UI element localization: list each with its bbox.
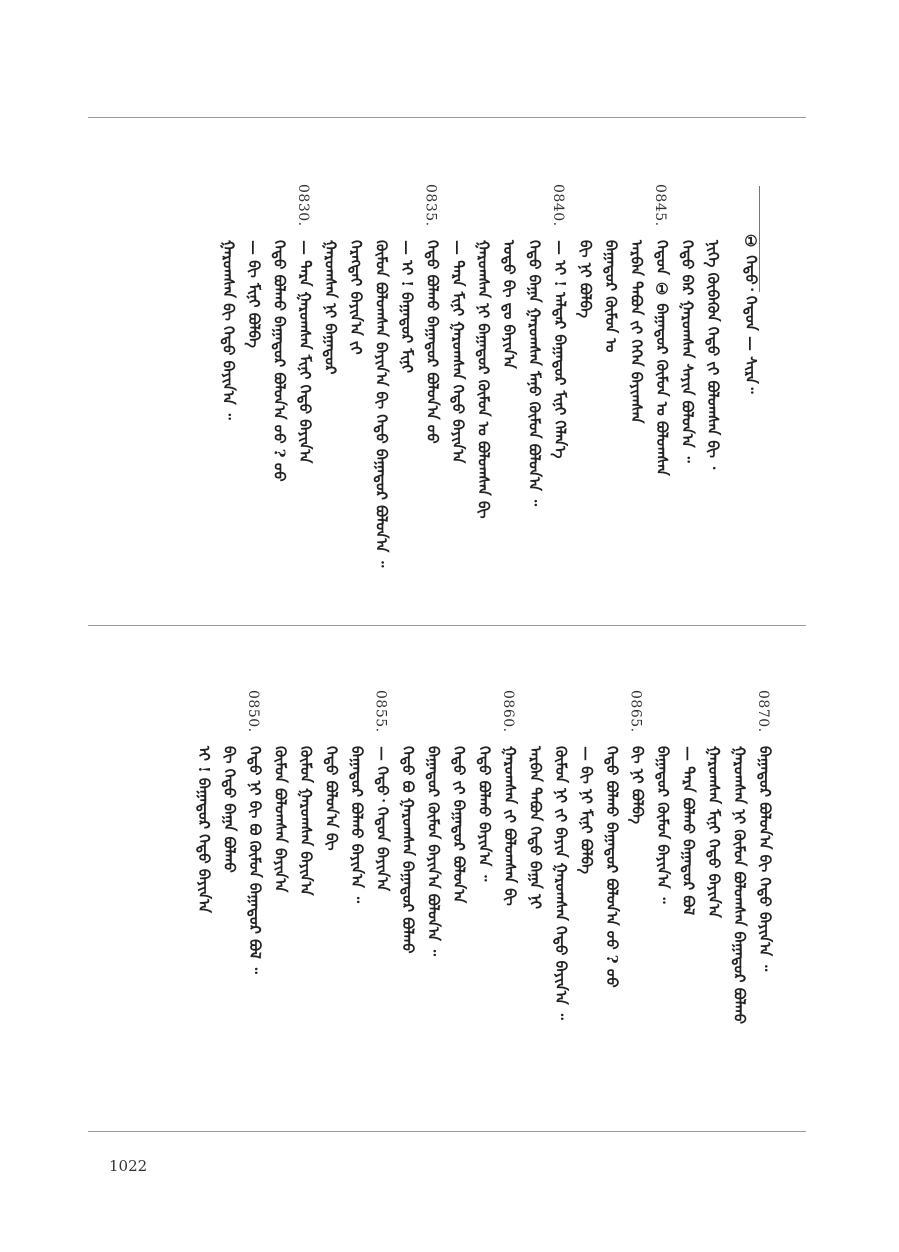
- line-number: 0865.: [627, 690, 644, 733]
- text-column: ᠭᠠᠷᠤᠭᠰᠠᠨ ᠮᠢᠨᠢ ᠬᠡᠳᠦ ᠪᠠᠶᠢᠨ᠎ᠠ: [705, 746, 723, 918]
- line-number: 0845.: [652, 184, 668, 227]
- text-column: ᠬᠡᠳᠦᠨ ① ᠪᠠᠭᠠᠲᠤᠷ ᠬᠦᠮᠦᠨ ᠤ ᠪᠣᠯᠤᠭᠰᠠᠨ: [653, 240, 671, 476]
- text-column: ᠭᠠᠷᠤᠭᠰᠠᠨ ᠨᠢ ᠪᠠᠭᠠᠲᠤᠷ: [321, 240, 340, 375]
- text-column: ᠪᠢ ᠨᠢ ᠪᠣᠯᠪᠠ: [628, 746, 647, 824]
- text-column: ᠪᠠᠭᠠᠲᠤᠷ ᠬᠦᠮᠦᠨ ᠪᠠᠶᠢᠨ᠎ᠠ ᠪᠣᠯᠤᠨ᠎ᠠ ᠃: [424, 746, 443, 957]
- text-column: ᠬᠦᠮᠦᠨ ᠪᠣᠯᠤᠭᠰᠠᠨ ᠪᠠᠶᠢᠨ᠎ᠠ ᠪᠢ ᠬᠡᠳᠦ ᠪᠠᠭᠠᠲᠤᠷ ᠪᠣᠯᠤᠨ᠎ᠠ ᠃: [372, 240, 391, 568]
- text-column: ᠬᠡᠳᠦ ᠪᠣᠯᠤᠨ᠎ᠠ ᠪᠢ: [322, 746, 341, 851]
- text-column: ᠬᠡᠳᠦ ᠪᠡᠷ ᠭᠠᠷᠤᠭᠰᠠᠨ ᠰᠠᠶᠢᠨ ᠪᠣᠯᠤᠨ᠎ᠠ ᠃: [678, 240, 697, 463]
- top-rule: [88, 117, 806, 118]
- text-column: ᠡᠢ ! ᠪᠠᠭᠠᠲᠤᠷ ᠬᠡᠳᠦ ᠪᠠᠶᠢᠨ᠎ᠠ: [195, 746, 213, 913]
- text-column: — ᠬᠡᠳᠦ᠂ ᠬᠡᠳᠦᠨ ᠪᠠᠶᠢᠨ᠎ᠠ: [373, 746, 392, 892]
- text-column: — ᠪᠢ ᠮᠢᠨᠢ ᠪᠣᠯᠪᠠ: [245, 240, 263, 348]
- text-column: ᠬᠡᠷᠡᠭᠲᠡᠢ ᠪᠠᠶᠢᠨ᠎ᠠ ᠵᠢ: [347, 240, 365, 355]
- text-column: ᠠᠷᠪᠠᠨ ᠲᠠᠪᠤᠨ ᠬᠡᠳᠦ ᠪᠠᠭᠠ ᠨᠢ: [526, 746, 545, 909]
- text-column: — ᠡᠢ ! ᠪᠠᠭᠠᠲᠤᠷ ᠮᠢᠨᠢ: [398, 240, 416, 373]
- text-column: ᠬᠦᠮᠦᠨ ᠪᠣᠯᠤᠭᠰᠠᠨ ᠪᠠᠶᠢᠨ᠎ᠠ: [271, 746, 290, 893]
- text-column: ᠭᠠᠷᠤᠭᠰᠠᠨ ᠵᠢ ᠪᠣᠯᠤᠭᠰᠠᠨ ᠪᠢ: [501, 746, 519, 906]
- line-number: 0830.: [295, 184, 311, 227]
- text-column: ᠪᠢ ᠨᠢ ᠪᠣᠯᠪᠠ: [576, 240, 595, 318]
- text-column: ᠨᠢᠭᠡ ᠬᠥᠪᠡᠭᠦᠨ ᠬᠡᠳᠦ ᠵᠢ ᠪᠤᠯᠤᠭᠰᠠᠨ ᠪᠢ ᠂: [704, 240, 722, 470]
- text-column: — ᠲᠡᠷᠡ ᠪᠣᠯᠬᠤ ᠪᠠᠭᠠᠲᠤᠷ ᠪᠣᠯ: [679, 746, 698, 916]
- page-number: 1022: [109, 1157, 148, 1175]
- text-column: ᠣᠳᠣ ᠪᠢ ᠳᠤ ᠪᠠᠶᠢᠨ᠎ᠠ: [500, 240, 518, 369]
- text-column: ᠬᠡᠳᠦ ᠪᠣᠯᠬᠤ ᠪᠠᠭᠠᠲᠤᠷ ᠪᠣᠯᠤᠨ᠎ᠠ ᠤᠤ ? ᠤᠤ: [603, 746, 621, 988]
- text-column: ᠪᠠᠭᠠᠲᠤᠷ ᠬᠦᠮᠦᠨ ᠤ: [602, 240, 620, 353]
- line-number: 0840.: [550, 184, 566, 227]
- text-column: ᠠᠷᠪᠠᠨ ᠲᠠᠪᠤᠨ ᠵᠢ ᠭᠡᠭᠡᠨ ᠪᠠᠶᠢᠭᠰᠠᠨ: [627, 240, 646, 424]
- text-column: ᠭᠠᠷᠤᠭᠰᠠᠨ ᠪᠢ ᠬᠡᠳᠦ ᠪᠠᠶᠢᠨ᠎ᠠ ᠃: [219, 240, 238, 420]
- text-column: — ᠲᠡᠷᠡ ᠮᠢᠨᠢ ᠭᠠᠷᠤᠭᠰᠠᠨ ᠬᠡᠳᠦ ᠪᠠᠶᠢᠨ᠎ᠠ: [449, 240, 467, 464]
- line-number: 0855.: [372, 690, 389, 733]
- text-column: ᠬᠦᠮᠦᠨ ᠨᠢ ᠵᠢ ᠪᠠᠶᠢᠨ ᠭᠠᠷᠤᠭᠰᠠᠨ ᠬᠡᠳᠦ ᠪᠠᠶᠢᠨ᠎ᠠ ᠃: [552, 746, 570, 1020]
- text-column: ᠪᠢ ᠬᠡᠳᠦ ᠪᠠᠭᠠ ᠪᠣᠯᠬᠤ: [220, 746, 239, 873]
- text-column: — ᠡᠢ ! ᠠᠯᠳᠠᠷ ᠪᠠᠭᠠᠲᠤᠷ ᠮᠢᠨᠢ ᠬᠡᠯᠡᠨ᠎ᠡ: [551, 240, 569, 459]
- text-column: ᠬᠡᠳᠦ ᠪᠤ ᠭᠠᠷᠤᠭᠰᠠᠨ ᠪᠠᠭᠠᠲᠤᠷ ᠪᠣᠯᠬᠤ: [399, 746, 417, 954]
- text-column: ᠬᠡᠳᠦ ᠪᠠᠭᠠ ᠭᠠᠷᠤᠭᠰᠠᠨ ᠮᠠᠨᠤ ᠬᠦᠮᠦᠨ ᠪᠣᠯᠤᠨ᠎ᠠ ᠃: [525, 240, 544, 507]
- text-column: — ᠪᠢ ᠨᠢ ᠮᠢᠨᠢ ᠪᠣᠯᠪᠠ: [577, 746, 596, 874]
- line-number: 0850.: [245, 690, 261, 733]
- text-column: ᠭᠠᠷᠤᠭᠰᠠᠨ ᠨᠢ ᠪᠠᠭᠠᠲᠤᠷ ᠬᠦᠮᠦᠨ ᠤ ᠪᠣᠯᠤᠭᠰᠠᠨ ᠪᠢ: [474, 240, 493, 519]
- text-column: ᠬᠡᠳᠦ ᠪᠣᠯᠬᠤ ᠪᠠᠶᠢᠨ᠎ᠠ ᠃: [475, 746, 494, 882]
- middle-rule: [88, 625, 806, 626]
- text-column: ᠬᠦᠮᠦᠨ ᠭᠠᠷᠤᠭᠰᠠᠨ ᠪᠠᠶᠢᠨ᠎ᠠ: [297, 746, 315, 896]
- bottom-rule: [88, 1131, 806, 1132]
- footnote: ① ᠬᠡᠳᠦ᠂ ᠬᠡᠳᠦᠨ — ᠰᠢᠷᠠ᠃: [742, 232, 760, 394]
- text-column: ᠪᠠᠭᠠᠲᠤᠷ ᠪᠣᠯᠤᠨ᠎ᠠ ᠪᠢ ᠬᠡᠳᠦ ᠪᠠᠶᠢᠨ᠎ᠠ ᠃: [756, 746, 774, 972]
- text-column: ᠬᠡᠳᠦ ᠪᠣᠯᠬᠤ ᠪᠠᠭᠠᠲᠤᠷ ᠪᠣᠯᠤᠨ᠎ᠠ ᠤᠤ: [423, 240, 442, 444]
- line-number: 0860.: [500, 690, 516, 733]
- text-column: ᠬᠡᠳᠦ ᠵᠢ ᠪᠠᠭᠠᠲᠤᠷ ᠪᠣᠯᠤᠨ᠎ᠠ: [450, 746, 468, 904]
- line-number: 0870.: [755, 690, 771, 733]
- text-column: ᠬᠡᠳᠦ ᠨᠢ ᠪᠢ ᠪᠣ ᠬᠦᠮᠦᠨ ᠪᠠᠭᠠᠲᠤᠷ ᠪᠣᠯ ᠃: [246, 746, 264, 974]
- text-column: ᠬᠡᠳᠦ ᠪᠣᠯᠬᠤ ᠪᠠᠭᠠᠲᠤᠷ ᠪᠣᠯᠤᠨ᠎ᠠ ᠤᠤ ? ᠤᠤ: [270, 240, 289, 482]
- line-number: 0835.: [422, 184, 439, 227]
- text-column: ᠪᠠᠭᠠᠲᠤᠷ ᠪᠣᠯᠬᠤ ᠪᠠᠶᠢᠨ᠎ᠠ ᠃: [348, 746, 366, 903]
- text-column: ᠪᠠᠭᠠᠲᠤᠷ ᠬᠦᠮᠦᠨ ᠪᠠᠶᠢᠨ᠎ᠠ ᠃: [654, 746, 672, 904]
- text-column: ᠭᠠᠷᠤᠭᠰᠠᠨ ᠨᠢ ᠬᠦᠮᠦᠨ ᠪᠣᠯᠤᠭᠰᠠᠨ ᠪᠠᠭᠠᠲᠤᠷ ᠪᠣᠯᠬᠤ: [730, 746, 749, 1025]
- text-column: — ᠲᠡᠷᠡ ᠭᠠᠷᠤᠭᠰᠠᠨ ᠮᠢᠨᠢ ᠬᠡᠳᠦ ᠪᠠᠶᠢᠨ᠎ᠠ: [296, 240, 314, 464]
